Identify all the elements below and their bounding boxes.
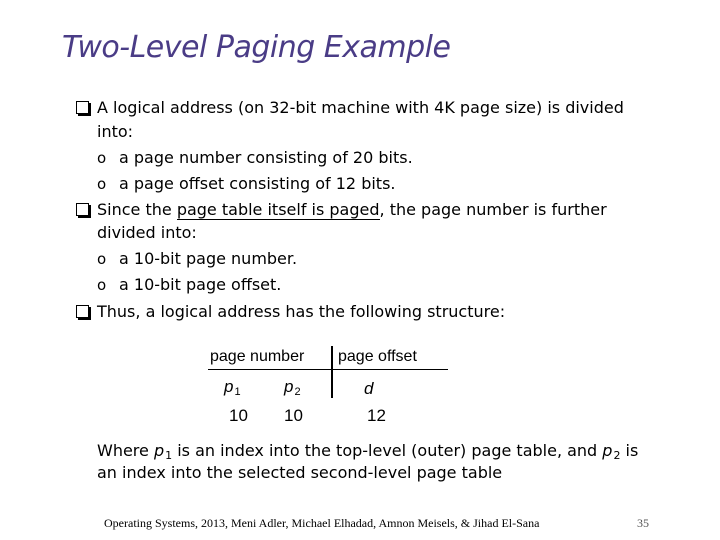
vertical-divider [331,346,333,398]
explanation-p1-subscript: 1 [165,449,173,462]
p2-subscript: 2 [294,386,301,398]
checkbox-bullet-icon [76,305,89,318]
d-bits: 12 [367,406,386,425]
explanation-text-c: is [620,441,639,460]
bullet-2-underlined-text: page table itself is paged [176,200,380,219]
bullet-1-sub-2: a page offset consisting of 12 bits. [119,174,396,193]
sub-bullet-marker: o [97,250,107,268]
field-p2 [284,377,301,398]
sub-bullet-marker: o [97,276,107,294]
bullet-3-line-1: Thus, a logical address has the following structure: [97,302,506,321]
bullet-2-sub-1: a 10-bit page number. [119,249,298,268]
header-page-offset: page offset [338,348,417,365]
field-p1 [224,377,241,398]
explanation-p2-subscript: 2 [613,449,621,462]
explanation-text-a: Where [97,441,154,460]
slide-title: Two-Level Paging Example [62,30,451,65]
bullet-2-line-1 [97,200,607,220]
p2-symbol: p [284,377,294,396]
bullet-1-sub-1: a page number consisting of 20 bits. [119,148,413,167]
explanation-p2-symbol: p [602,441,613,460]
field-d: d [364,379,374,398]
bullet-1-line-1: A logical address (on 32-bit machine with 4K page size) is divided [97,98,624,117]
footer-citation: Operating Systems, 2013, Meni Adler, Michael Elhadad, Amnon Meisels, & Jihad El-Sana [104,516,540,530]
explanation-p1-symbol: p [153,441,165,460]
p2-bits: 10 [284,406,303,425]
checkbox-bullet-icon [76,203,89,216]
explanation-line-2: an index into the selected second-level page table [97,463,503,482]
checkbox-bullet-icon [76,101,89,114]
sub-bullet-marker: o [97,149,107,167]
p1-subscript: 1 [234,386,241,398]
bullet-2-text-pre: Since the [97,200,177,219]
header-page-number: page number [210,348,305,365]
sub-bullet-marker: o [97,175,107,193]
bullet-2-text-post: , the page number is further [379,200,607,219]
horizontal-divider [208,369,448,370]
bullet-2-line-2: divided into: [97,223,197,242]
bullet-2-sub-2: a 10-bit page offset. [119,275,282,294]
page-number: 35 [637,516,649,530]
explanation-text-b: is an index into the top-level (outer) page table, and [172,441,603,460]
p1-symbol: p [224,377,234,396]
bullet-1-line-2: into: [97,122,134,141]
p1-bits: 10 [229,406,248,425]
